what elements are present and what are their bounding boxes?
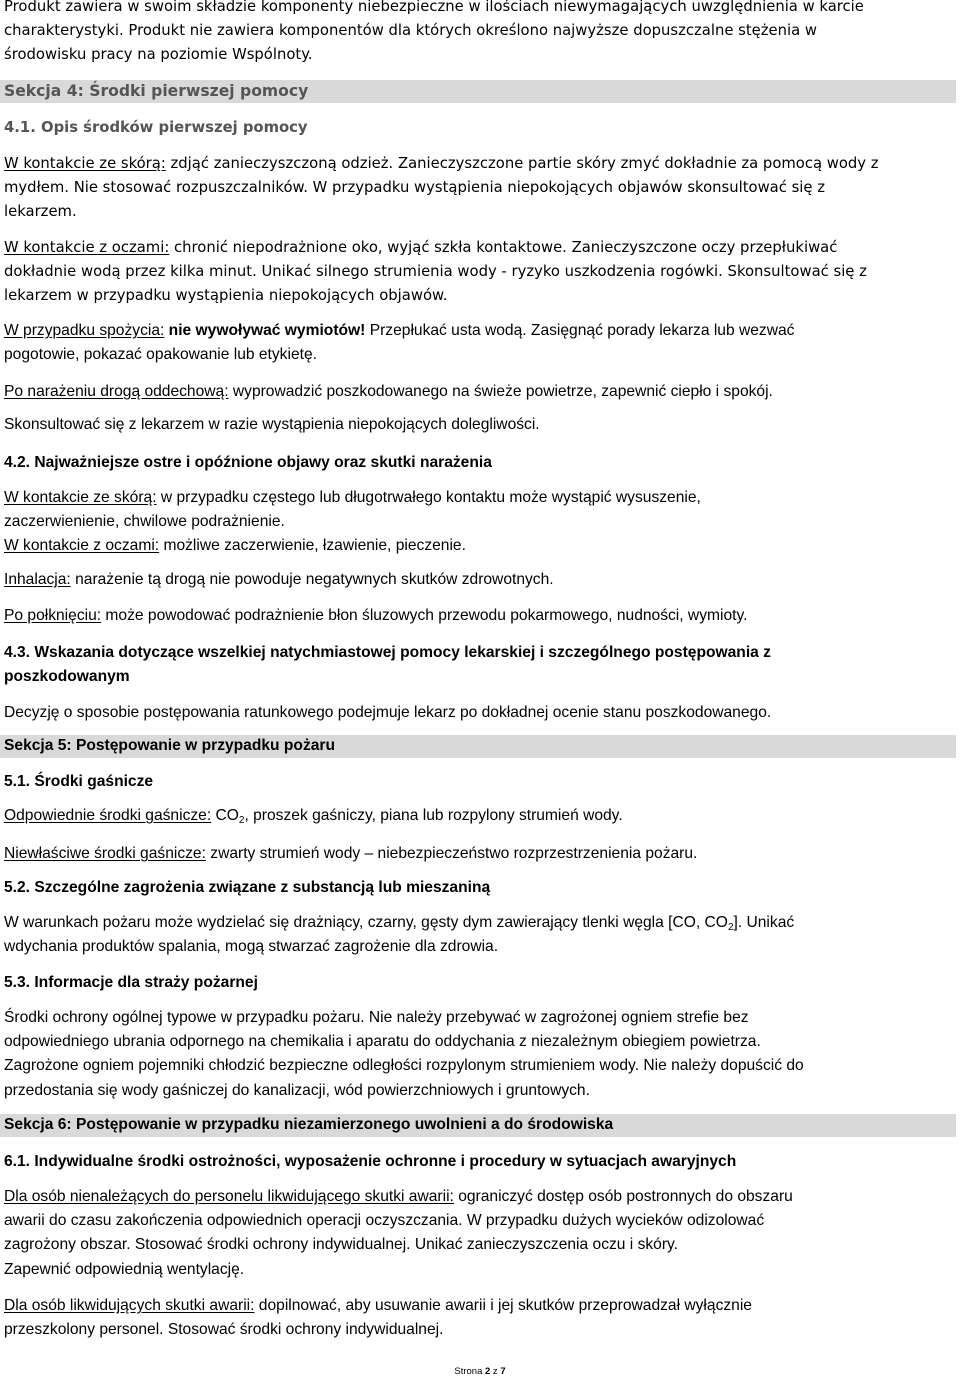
heading-4-3-line: 4.3. Wskazania dotyczące wszelkiej natychmiastowej pomocy lekarskiej i szczególnego postępowania z — [4, 644, 771, 661]
paragraph-unsuitable-media: Niewłaściwe środki gaśnicze: zwarty strumień wody – niebezpieczeństwo rozprzestrzenienia pożaru. — [4, 845, 698, 862]
paragraph-s42-skin-line: W kontakcie ze skórą: w przypadku częstego lub długotrwałego kontaktu może wystąpić wysuszenie, — [4, 489, 701, 506]
paragraph-skin-line: W kontakcie ze skórą: zdjąć zanieczyszczoną odzież. Zanieczyszczone partie skóry zmyć dokładnie za pomocą wody z — [4, 155, 879, 172]
paragraph-s53-line: Środki ochrony ogólnej typowe w przypadku pożaru. Nie należy przebywać w zagrożonej ogniem strefie bez — [4, 1009, 749, 1026]
label-s42-inhalation: Inhalacja: — [4, 571, 71, 588]
heading-5-3: 5.3. Informacje dla straży pożarnej — [4, 974, 258, 991]
paragraph-s42-inhalation: Inhalacja: narażenie tą drogą nie powoduje negatywnych skutków zdrowotnych. — [4, 571, 554, 588]
heading-5-2: 5.2. Szczególne zagrożenia związane z substancją lub mieszaniną — [4, 879, 491, 896]
paragraph-ingestion-line: W przypadku spożycia: nie wywoływać wymiotów! Przepłukać usta wodą. Zasięgnąć porady lekarza lub wezwać — [4, 322, 795, 339]
heading-6-1: 6.1. Indywidualne środki ostrożności, wyposażenie ochronne i procedury w sytuacjach awaryjnych — [4, 1153, 737, 1170]
paragraph-personnel-line: przeszkolony personel. Stosować środki ochrony indywidualnej. — [4, 1321, 444, 1338]
heading-5-1: 5.1. Środki gaśnicze — [4, 773, 154, 790]
paragraph-nonpersonnel-line: Zapewnić odpowiednią wentylację. — [4, 1261, 245, 1278]
intro-line: środowisku pracy na poziomie Wspólnoty. — [4, 46, 313, 63]
paragraph-s52-line: W warunkach pożaru może wydzielać się drażniący, czarny, gęsty dym zawierający tlenki węgla [CO, $CO_2$]. Unikać — [4, 914, 795, 933]
paragraph-nonpersonnel-line: awarii do czasu zakończenia odpowiednich operacji oczyszczania. W przypadku dużych wycieków odizolować — [4, 1212, 765, 1229]
paragraph-eyes-line: dokładnie wodą przez kilka minut. Unikać silnego strumienia wody - ryzyko uszkodzenia rogówki. Skonsultować się z — [4, 263, 867, 280]
paragraph-s43: Decyzję o sposobie postępowania ratunkowego podejmuje lekarz po dokładnej ocenie stanu poszkodowanego. — [4, 704, 772, 721]
paragraph-s53-line: odpowiedniego ubrania odpornego na chemikalia i aparatu do oddychania z niezależnym obiegiem powietrza. — [4, 1033, 761, 1050]
paragraph-eyes-line: W kontakcie z oczami: chronić niepodrażnione oko, wyjąć szkła kontaktowe. Zanieczyszczone oczy przepłukiwać — [4, 239, 838, 256]
label-ingestion: W przypadku spożycia: — [4, 322, 165, 339]
heading-4-2: 4.2. Najważniejsze ostre i opóźnione objawy oraz skutki narażenia — [4, 454, 492, 471]
paragraph-skin-line: mydłem. Nie stosować rozpuszczalników. W przypadku wystąpienia niepokojących objawów skonsultować się z — [4, 179, 825, 196]
label-unsuitable-media: Niewłaściwe środki gaśnicze: — [4, 845, 206, 862]
section-5-header — [0, 735, 956, 758]
section-5-title: Sekcja 5: Postępowanie w przypadku pożaru — [4, 737, 336, 754]
section-6-header — [0, 1114, 956, 1137]
paragraph-eyes-line: lekarzem w przypadku wystąpienia niepokojących objawów. — [4, 287, 448, 304]
paragraph-s53-line: przedostania się wody gaśniczej do kanalizacji, wód powierzchniowych i gruntowych. — [4, 1082, 590, 1099]
paragraph-nonpersonnel-line: Dla osób nienależących do personelu likwidującego skutki awarii: ograniczyć dostęp osób postronnych do obszaru — [4, 1188, 793, 1205]
paragraph-s42-swallow: Po połknięciu: może powodować podrażnienie błon śluzowych przewodu pokarmowego, nudności, wymioty. — [4, 607, 748, 624]
paragraph-inhalation-line: Po narażeniu drogą oddechową: wyprowadzić poszkodowanego na świeże powietrze, zapewnić ciepło i spokój. — [4, 383, 773, 400]
label-nonpersonnel: Dla osób nienależących do personelu likwidującego skutki awarii: — [4, 1188, 454, 1205]
label-s42-swallow: Po połknięciu: — [4, 607, 102, 624]
page-number: 2 — [485, 1366, 491, 1377]
section-4-title: Sekcja 4: Środki pierwszej pomocy — [4, 82, 309, 100]
paragraph-nonpersonnel-line: zagrożony obszar. Stosować środki ochrony indywidualnej. Unikać zanieczyszczenia oczu i skóry. — [4, 1236, 679, 1253]
paragraph-ingestion-line: pogotowie, pokazać opakowanie lub etykietę. — [4, 346, 317, 363]
label-suitable-media: Odpowiednie środki gaśnicze: — [4, 807, 212, 824]
warning-text: nie wywoływać wymiotów! — [164, 322, 366, 339]
paragraph-suitable-media: Odpowiednie środki gaśnicze: $CO_2$, proszek gaśniczy, piana lub rozpylony strumień wody. — [4, 807, 623, 826]
label-inhalation: Po narażeniu drogą oddechową: — [4, 383, 229, 400]
label-s42-eyes: W kontakcie z oczami: — [4, 537, 160, 554]
label-eyes: W kontakcie z oczami: — [4, 239, 170, 256]
page-total: 7 — [500, 1366, 506, 1377]
intro-line: Produkt zawiera w swoim składzie komponenty niebezpieczne w ilościach niewymagających uwzględnienia w karcie — [4, 0, 864, 15]
paragraph-skin-line: lekarzem. — [4, 203, 77, 220]
intro-line: charakterystyki. Produkt nie zawiera komponentów dla których określono najwyższe dopuszczalne stężenia w — [4, 22, 818, 39]
label-skin: W kontakcie ze skórą: — [4, 155, 166, 172]
paragraph-s42-skin-line: zaczerwienienie, chwilowe podrażnienie. — [4, 513, 285, 530]
paragraph-s52-line: wdychania produktów spalania, mogą stwarzać zagrożenie dla zdrowia. — [4, 938, 499, 955]
heading-4-3-line: poszkodowanym — [4, 668, 130, 685]
paragraph-consult: Skonsultować się z lekarzem w razie wystąpienia niepokojących dolegliwości. — [4, 416, 540, 433]
label-s42-skin: W kontakcie ze skórą: — [4, 489, 157, 506]
paragraph-s42-eyes-line: W kontakcie z oczami: możliwe zaczerwienie, łzawienie, pieczenie. — [4, 537, 466, 554]
section-4-header — [0, 80, 956, 103]
page-footer: Strona 2 z 7 — [454, 1366, 506, 1377]
section-6-title: Sekcja 6: Postępowanie w przypadku niezamierzonego uwolnieni a do środowiska — [4, 1116, 614, 1133]
paragraph-s53-line: Zagrożone ogniem pojemniki chłodzić bezpieczne odległości rozpylonym strumieniem wody. Nie należy dopuścić do — [4, 1057, 804, 1074]
label-personnel: Dla osób likwidujących skutki awarii: — [4, 1297, 255, 1314]
paragraph-personnel-line: Dla osób likwidujących skutki awarii: dopilnować, aby usuwanie awarii i jej skutków przeprowadzał wyłącznie — [4, 1297, 752, 1314]
heading-4-1: 4.1. Opis środków pierwszej pomocy — [4, 119, 308, 136]
